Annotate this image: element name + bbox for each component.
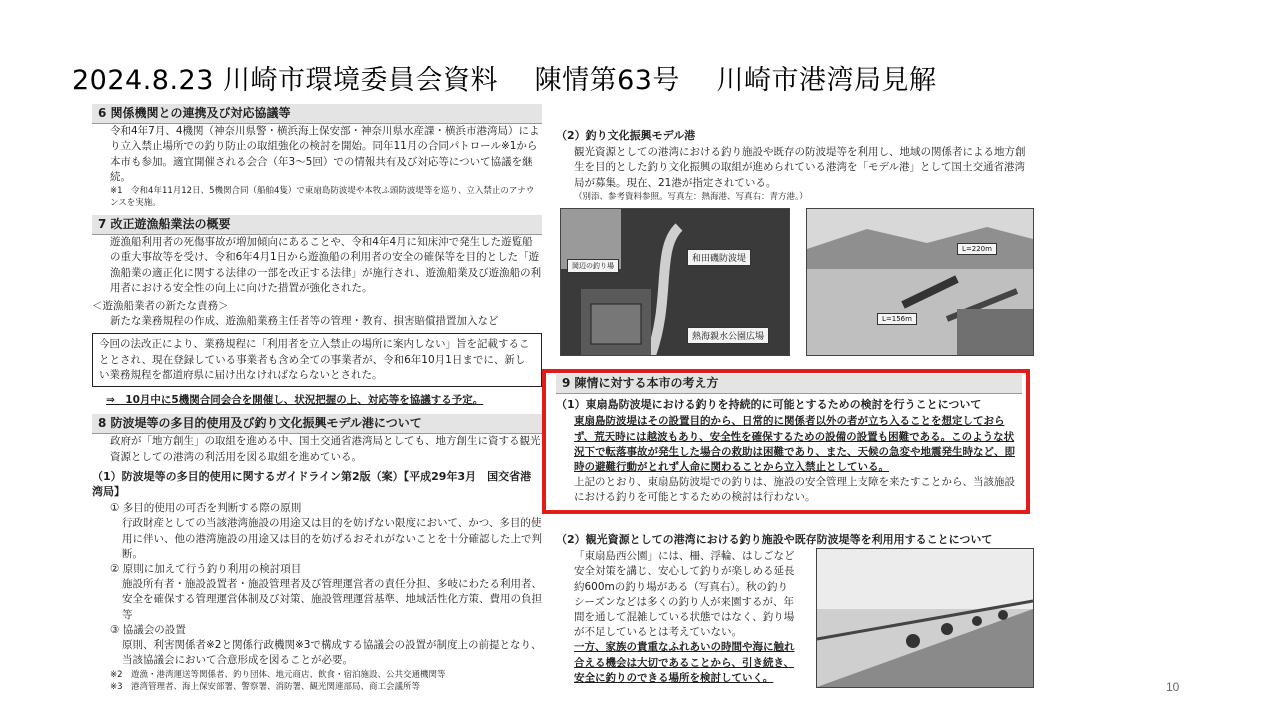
atami-port-photo <box>560 208 790 356</box>
section-9-2-body: 「東扇島西公園」には、柵、浮輪、はしごなど安全対策を講じ、安心して釣りが楽しめる延長約600mの釣り場がある（写真右）。秋の釣りシーズンなどは多くの釣り人が来園するが、年間を通して混雑している状態ではなく、釣り場が不足しているとは考えていない。 <box>574 550 795 639</box>
section-7-notice-text: 今回の法改正により、業務規程に「利用者を立入禁止の場所に案内しない」旨を記載することとされ、現在登録している事業者も含め全ての事業者が、令和6年10月1日までに、新しい業務規程を都道府県に届け出なければならないとされた。 <box>99 338 530 381</box>
section-8-2-body: 観光資源としての港湾における釣り施設や既存の防波堤等を利用し、地域の関係者による地方創生を目的とした釣り文化振興の取組が進められている港湾を「モデル港」として国土交通省港湾局が募集。現在、21港が指定されている。 <box>574 146 1026 189</box>
section-7-heading: 7 改正遊漁船業法の概要 <box>92 215 542 235</box>
section-8-note-2: ※2 遊漁・港湾運送等関係者、釣り団体、地元商店、飲食・宿泊施設、公共交通機関等 <box>110 669 446 680</box>
photo-label-length-2: L=156m <box>877 313 917 325</box>
section-7-action-line: ⇒ 10月中に5機関合同会合を開催し、状況把握の上、対応等を協議する予定。 <box>106 394 484 407</box>
section-8-body: 政府が「地方創生」の取組を進める中、国土交通省港湾局としても、地方創生に資する観光資源としての港湾の利活用を図る取組を進めている。 <box>110 435 541 463</box>
principle-2-body: 施設所有者・施設設置者・施設管理者及び管理運営者の責任分担、多岐にわたる利用者、安全を確保する管理運営体制及び対策、施設管理運営基準、地域活性化方策、費用の負担等 <box>122 578 542 621</box>
principle-2-heading: ② 原則に加えて行う釣り利用の検討項目 <box>110 563 302 576</box>
aokata-port-photo <box>806 208 1034 356</box>
section-6-body: 令和4年7月、4機関（神奈川県警・横浜海上保安部・神奈川県水産課・横浜市港湾局）により立入禁止場所での釣り防止の取組強化の検討を開始。同年11月の合同パトロール※1から本市も参加。適宜開催される会合（年3～5回）での情報共有及び対応等について協議を継続。 <box>110 125 540 183</box>
principle-3-body: 原則、利害関係者※2と関係行政機関※3で構成する協議会の設置が制度上の前提となり、当該協議会において合意形成を図ることが必要。 <box>122 639 542 667</box>
model-port-section <box>556 124 1034 203</box>
section-9-1-body: 東扇島防波堤はその設置目的から、日常的に関係者以外の者が立ち入ることを想定しておらず、荒天時には越波もあり、安全性を確保するための設備の設置も困難である。このような状況下で転落事故が発生した場合の救助は困難であり、また、天候の急変や地震発生時など、即時の避難行動がとれず人命に関わることから立入禁止としている。 <box>574 415 1015 474</box>
principle-1-body: 行政財産としての当該港湾施設の用途又は目的を妨げない限度において、かつ、多目的使用に伴い、他の港湾施設の用途又は目的を妨げるおそれがないことを十分確認した上で判断。 <box>122 517 542 560</box>
page-number: 10 <box>1166 680 1180 694</box>
section-9-2-conclusion: 一方、家族の貴重なふれあいの時間や海に触れ合える機会は大切であることから、引き続き、安全に釣りのできる場所を検討していく。 <box>574 641 795 684</box>
slide-title: 2024.8.23 川崎市環境委員会資料 陳情第63号 川崎市港湾局見解 <box>72 65 937 96</box>
section-7-duties-heading: ＜遊漁船業者の新たな責務＞ <box>92 300 229 313</box>
section-9-1-conclusion: 上記のとおり、東扇島防波堤での釣りは、施設の安全管理上支障を来たすことから、当該施設における釣りを可能とするための検討は行わない。 <box>574 476 1015 504</box>
section-8-note-3: ※3 港湾管理者、海上保安部署、警察署、消防署、観光関連部局、商工会議所等 <box>110 681 421 692</box>
section-8-1-heading: （1）防波堤等の多目的使用に関するガイドライン第2版（案）【平成29年3月 国交省港湾局】 <box>92 469 532 499</box>
section-7-duties: 新たな業務規程の作成、遊漁船業務主任者等の管理・教育、損害賠償措置加入など <box>110 315 499 328</box>
left-document-column <box>92 104 542 693</box>
principle-1-heading: ① 多目的使用の可否を判断する際の原則 <box>110 502 302 515</box>
section-6-heading: 6 関係機関との連携及び対応協議等 <box>92 104 542 124</box>
section-9-2-heading: （2）観光資源としての港湾における釣り施設や既存防波堤等を利用用することについて <box>556 533 993 546</box>
highlight-red-frame <box>542 369 1030 514</box>
photo-label-length-1: L=220m <box>957 243 997 255</box>
principle-3-heading: ③ 協議会の設置 <box>110 623 186 636</box>
photo-label-shinsui: 熱海親水公園広場 <box>687 327 769 344</box>
section-6-note: ※1 令和4年11月12日、5機関合同（船舶4隻）で東扇島防波堤や本牧ふ頭防波堤等を巡り、立入禁止のアナウンスを実施。 <box>110 186 535 209</box>
section-7-body: 遊漁船利用者の死傷事故が増加傾向にあることや、令和4年4月に知床沖で発生した遊覧船の重大事故等を受け、令和6年4月1日から遊漁船の利用者の安全の確保等を目的とした「遊漁船業の適正化に関する法律の一部を改正する法律」が施行され、遊漁船業及び遊漁船の利用者における安全性の向上に向けた措置が強化された。 <box>110 236 542 294</box>
section-8-2-heading: （2）釣り文化振興モデル港 <box>556 129 696 142</box>
section-7-notice-box <box>92 333 542 387</box>
higashi-ogishima-west-park-photo <box>816 548 1034 688</box>
photo-label-wadaiso: 和田磯防波堤 <box>687 249 751 266</box>
section-8-heading: 8 防波堤等の多目的使用及び釣り文化振興モデル港について <box>92 414 542 434</box>
section-9-heading: 9 陳情に対する本市の考え方 <box>556 374 1022 394</box>
section-9-1-heading: （1）東扇島防波堤における釣りを持続的に可能とするための検討を行うことについて <box>556 398 982 412</box>
photo-label-fishing-spot: 岡辺の釣り場 <box>567 259 619 273</box>
section-8-2-caption: （別添、参考資料参照。写真左：熱海港、写真右：青方港。） <box>574 191 808 202</box>
